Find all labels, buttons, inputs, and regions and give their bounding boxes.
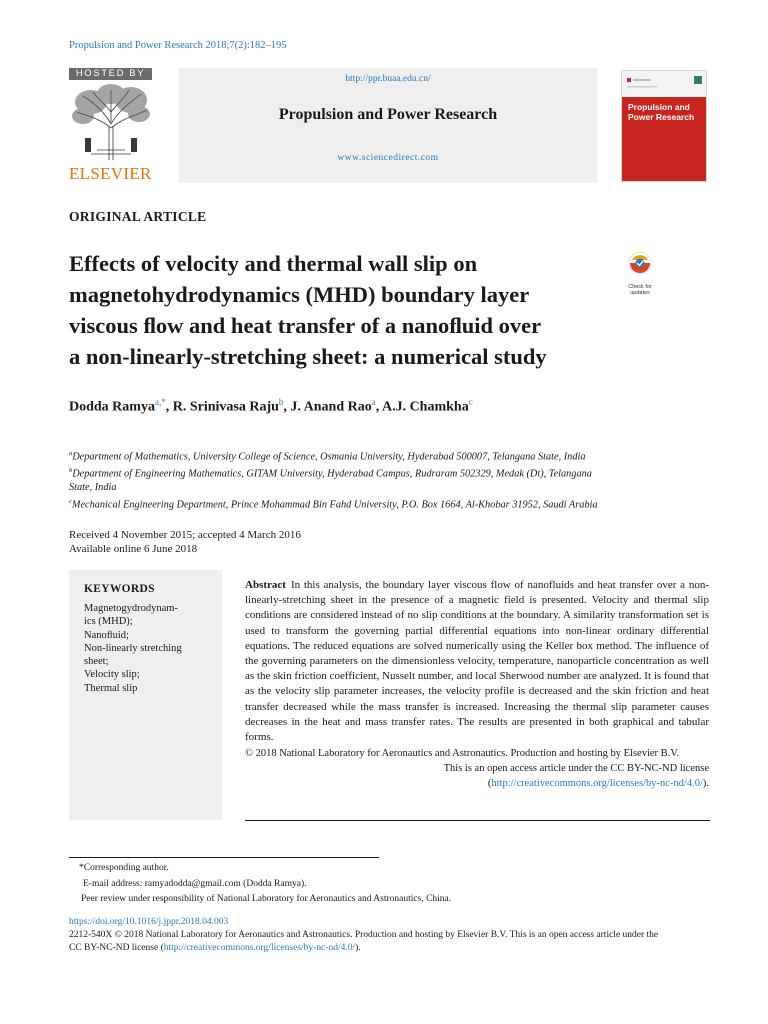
email-note[interactable]: E-mail address: ramyadodda@gmail.com (Dodda Ramya). (83, 878, 307, 889)
title-line: magnetohydrodynamics (MHD) boundary layer (69, 282, 530, 307)
check-for-updates-button[interactable] (618, 250, 662, 296)
cover-title: Propulsion and Power Research (628, 102, 695, 122)
keyword-item[interactable]: ics (MHD); (84, 616, 133, 628)
journal-name: Propulsion and Power Research (278, 106, 498, 123)
affiliation-text: Department of Engineering Mathematics, GITAM University, Hyderabad Campus, Rudraram 502329, Medak (Dt), Telangana (72, 468, 592, 480)
affiliations (69, 447, 709, 512)
journal-homepage-link[interactable]: http://ppr.buaa.edu.cn/ (345, 74, 431, 84)
elsevier-wordmark: ELSEVIER (69, 164, 152, 183)
keyword-item[interactable]: Thermal slip (84, 682, 138, 694)
journal-reference[interactable]: Propulsion and Power Research 2018;7(2):182–195 (69, 40, 287, 51)
footer-license-text: ). (355, 943, 361, 953)
keywords-list (84, 602, 216, 695)
article-dates (69, 528, 301, 556)
author-affiliation-mark[interactable]: a,* (154, 397, 166, 407)
check-updates-icon (618, 250, 662, 278)
author-separator: , (165, 399, 173, 415)
sciencedirect-link[interactable]: www.sciencedirect.com (337, 153, 439, 163)
keyword-item[interactable]: Magnetogydrodynam- (84, 603, 178, 614)
keyword-item[interactable]: Nanoﬂuid; (84, 629, 129, 641)
keyword-item[interactable]: Velocity slip; (84, 669, 140, 681)
affiliation-text: State, India (69, 482, 117, 494)
author-name[interactable]: R. Srinivasa Raju (172, 399, 279, 415)
affiliation-text: Department of Mathematics, University College of Science, Osmania University, Hyderabad 500007, Telangana State, India (72, 451, 586, 463)
elsevier-tree-icon (69, 82, 153, 162)
journal-cover-image (621, 70, 707, 182)
issn-copyright: 2212-540X © 2018 National Laboratory for Aeronautics and Astronautics. Production and hosting by Elsevier B.V. This is an open access article under the (69, 930, 659, 940)
abstract-text: In this analysis, the boundary layer viscous flow of nanofluids and heat transfer over a non-linearly-stretching sheet in the presence of a magnetic field is presented. Velocity and thermal slip conditions are considered instead of no slip conditions at the boundary. A similarity transformation set is used to transform the governing partial differential equations into non-linear ordinary differential equations. The reduced equations are solved numerically using the Keller box method. The influence of the governing parameters on the dimensionless velocity, temperature, nanoparticle concentration as well as the skin friction coefficient, Nusselt number, and local Sherwood number are analyzed. It is found that as the velocity slip parameter increases, the velocity profile is decreased and the skin friction and heat transfer decreased while the mass transfer is increased. Increasing the thermal slip parameter causes decreases in the heat and mass transfer rates. The results are presented in both graphical and tabular forms. (245, 579, 709, 744)
check-updates-label (618, 284, 662, 296)
keywords-heading: KEYWORDS (84, 583, 155, 595)
cover-logos-icon (622, 71, 707, 97)
affiliation-b (69, 464, 709, 495)
article-title (69, 248, 629, 372)
affiliation-mark: b (69, 467, 73, 475)
title-line: viscous ﬂow and heat transfer of a nanoﬂuid over (69, 313, 542, 338)
publisher-logo-block (69, 68, 155, 183)
footer-license (69, 942, 710, 955)
hosted-by-label: HOSTED BY (69, 68, 152, 80)
page-footer (69, 916, 710, 955)
affiliation-mark: a (69, 450, 73, 457)
title-line: a non-linearly-stretching sheet: a numerical study (69, 344, 547, 369)
license-link-line (245, 776, 709, 791)
keywords-box (69, 570, 222, 820)
journal-title-panel (179, 68, 597, 183)
author-affiliation-mark[interactable]: a (371, 397, 376, 407)
journal-header (69, 68, 710, 183)
author-separator: , (283, 399, 291, 415)
abstract-copyright: © 2018 National Laboratory for Aeronautics and Astronautics. Production and hosting by Elsevier B.V. (245, 748, 680, 760)
doi-link[interactable]: https://doi.org/10.1016/j.jppr.2018.04.003 (69, 917, 229, 927)
footer-license-text: CC BY-NC-ND license ( (69, 943, 164, 953)
check-updates-line: Check for (628, 284, 652, 290)
license-paren: ). (702, 778, 709, 790)
author-affiliation-mark[interactable]: b (278, 397, 284, 407)
check-updates-line: updates (630, 290, 650, 296)
author-list (69, 397, 473, 416)
license-statement: This is an open access article under the CC BY-NC-ND license (443, 763, 709, 775)
author-name[interactable]: A.J. Chamkha (381, 399, 469, 415)
affiliation-a (69, 447, 709, 464)
keyword-item[interactable]: sheet; (84, 656, 109, 668)
affiliation-text: Mechanical Engineering Department, Prince Mohammad Bin Fahd University, P.O. Box 1664, Al-Khobar 31952, Saudi Arabia (71, 499, 598, 511)
footnote-divider (69, 857, 379, 858)
peer-review-note: Peer review under responsibility of National Laboratory for Aeronautics and Astronautics, China. (81, 894, 452, 904)
online-date: Available online 6 June 2018 (69, 543, 198, 555)
abstract-divider (245, 820, 710, 821)
abstract-label: Abstract (245, 579, 286, 591)
license-paren: ( (487, 778, 492, 790)
author-name[interactable]: Dodda Ramya (69, 399, 155, 415)
article-type: ORIGINAL ARTICLE (69, 209, 207, 224)
abstract (245, 578, 709, 791)
corresponding-author-note: *Corresponding author. (79, 863, 169, 873)
author-separator: , (375, 399, 382, 415)
author-affiliation-mark[interactable]: c (468, 397, 473, 407)
title-line: Effects of velocity and thermal wall slip on (69, 251, 478, 276)
affiliation-mark: c (69, 497, 72, 505)
received-date: Received 4 November 2015; accepted 4 March 2016 (69, 529, 301, 541)
footer-license-link[interactable]: http://creativecommons.org/licenses/by-nc-nd/4.0/ (163, 943, 356, 953)
abstract-license (245, 761, 709, 791)
abstract-body (245, 578, 709, 745)
footnotes (69, 861, 709, 908)
license-link[interactable]: http://creativecommons.org/licenses/by-nc-nd/4.0/ (491, 778, 703, 790)
affiliation-c (69, 495, 709, 512)
author-name[interactable]: J. Anand Rao (290, 399, 372, 415)
cover-masthead (622, 71, 707, 97)
keyword-item[interactable]: Non-linearly stretching (84, 642, 182, 654)
